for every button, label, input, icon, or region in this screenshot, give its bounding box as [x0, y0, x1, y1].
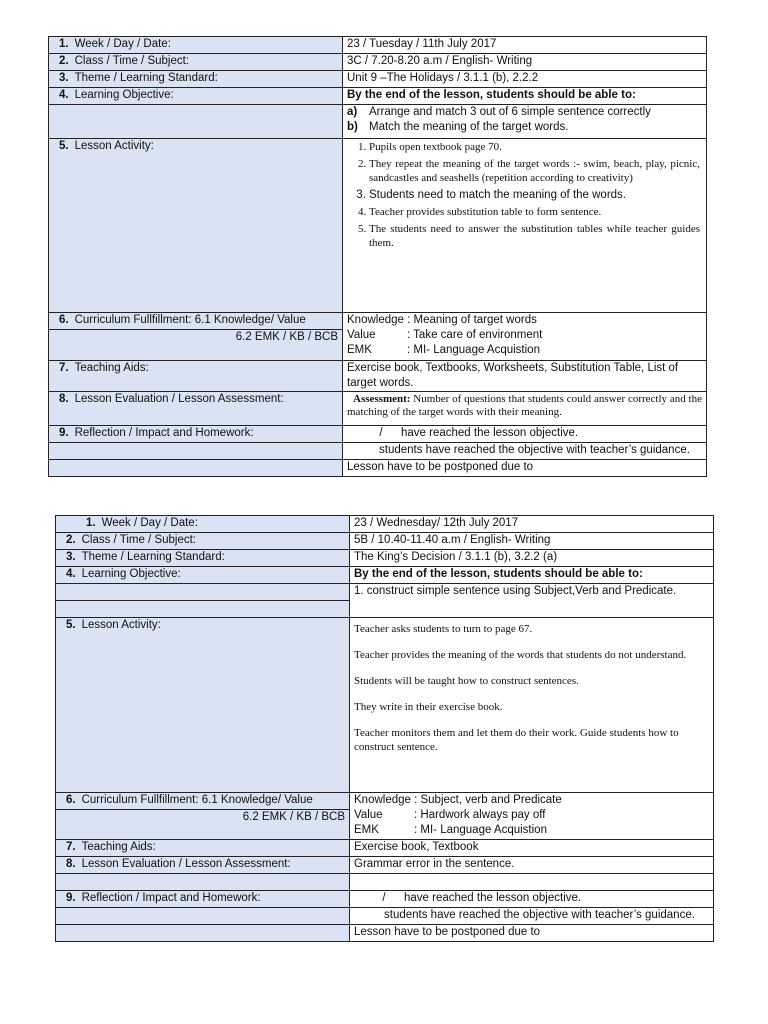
row-number: 2. [59, 55, 69, 67]
row-objective-items [49, 105, 707, 139]
label-cell-empty [49, 105, 343, 139]
row-reflection [56, 891, 714, 908]
row-number: 6. [66, 794, 76, 806]
row-label: Reflection / Impact and Homework: [74, 427, 254, 439]
row-evaluation [56, 857, 714, 874]
week-day-date-value: 23 / Tuesday / 11th July 2017 [343, 37, 707, 54]
activity-step: 3. Students need to match the meaning of the words. [369, 188, 702, 202]
row-label: Lesson Activity: [81, 619, 161, 631]
row-aids [56, 840, 714, 857]
row-label: Reflection / Impact and Homework: [81, 892, 261, 904]
assessment-text: Number of questions that students could answer correctly and the matching of the target words with their meaning. [347, 393, 702, 418]
label-cell-empty [56, 908, 350, 925]
row-number: 5. [66, 619, 76, 631]
row-curriculum [56, 793, 714, 810]
reflection-line-2: students have reached the objective with teacher’s guidance. [350, 908, 714, 925]
objective-text: Arrange and match 3 out of 6 simple sentence correctly [369, 106, 651, 118]
row-activity [56, 618, 714, 793]
row-objective [56, 567, 714, 584]
teaching-aids-value: Exercise book, Textbook [350, 840, 714, 857]
value-text: : Hardwork always pay off [414, 809, 546, 821]
row-evaluation-2 [56, 874, 714, 891]
row-label: Class / Time / Subject: [74, 55, 189, 67]
label-cell-empty [49, 443, 343, 460]
row-label: Theme / Learning Standard: [74, 72, 218, 84]
row-reflection-3 [49, 460, 707, 477]
objective-heading: By the end of the lesson, students should be able to: [343, 88, 707, 105]
row-number: 4. [59, 89, 69, 101]
row-objective [49, 88, 707, 105]
activity-step: 5. The students need to answer the substitution tables while teacher guides them. [369, 222, 702, 250]
row-class [49, 54, 707, 71]
row-week [49, 37, 707, 54]
reflection-slash: / [382, 892, 386, 904]
curriculum-values [350, 793, 714, 840]
label-cell-empty [49, 460, 343, 477]
row-reflection-3 [56, 925, 714, 942]
label-cell [49, 426, 343, 443]
class-time-subject-value: 3C / 7.20-8.20 a.m / English- Writing [343, 54, 707, 71]
objective-item [347, 105, 702, 120]
reflection-line-3: Lesson have to be postponed due to [350, 925, 714, 942]
activity-paragraph: They write in their exercise book. [354, 701, 503, 713]
label-cell-empty [56, 584, 350, 601]
row-number: 5. [59, 140, 69, 152]
knowledge-line: Knowledge : Subject, verb and Predicate [354, 794, 562, 806]
row-label: Week / Day / Date: [74, 38, 171, 50]
row-number: 9. [59, 427, 69, 439]
row-label: Class / Time / Subject: [81, 534, 196, 546]
week-day-date-value: 23 / Wednesday/ 12th July 2017 [350, 516, 714, 533]
row-class [56, 533, 714, 550]
theme-value: The King’s Decision / 3.1.1 (b), 3.2.2 (a) [350, 550, 714, 567]
row-label: Lesson Evaluation / Lesson Assessment: [74, 393, 284, 405]
row-label: Curriculum Fullfillment: 6.1 Knowledge/ Value [81, 794, 313, 806]
lesson-plan-1 [48, 36, 707, 477]
label-cell [49, 88, 343, 105]
emk-key: EMK [354, 824, 379, 836]
evaluation-empty [350, 874, 714, 891]
emk-text: : MI- Language Acquistion [407, 344, 540, 356]
row-number: 2. [66, 534, 76, 546]
row-number: 9. [66, 892, 76, 904]
row-label: Learning Objective: [81, 568, 181, 580]
row-label: Teaching Aids: [81, 841, 156, 853]
label-cell [56, 857, 350, 874]
value-key: Value [354, 809, 383, 821]
row-label: Week / Day / Date: [101, 517, 198, 529]
emk-key: EMK [347, 344, 372, 356]
row-number: 8. [59, 393, 69, 405]
row-number: 7. [66, 841, 76, 853]
reflection-line-2: students have reached the objective with teacher’s guidance. [343, 443, 707, 460]
row-theme [49, 71, 707, 88]
row-curriculum [49, 313, 707, 330]
row-number: 1. [86, 517, 96, 529]
label-cell [49, 139, 343, 313]
activity-step: 2. They repeat the meaning of the target words :- swim, beach, play, picnic, sandcastles and seashells (repetition according to creativity) [369, 157, 702, 185]
row-label: Lesson Evaluation / Lesson Assessment: [81, 858, 291, 870]
emk-line [354, 823, 709, 838]
objective-list [343, 105, 707, 139]
row-label: Teaching Aids: [74, 362, 149, 374]
reflection-line-1 [343, 426, 707, 443]
label-cell [49, 361, 343, 392]
curriculum-values [343, 313, 707, 361]
label-cell [56, 793, 350, 810]
activity-step: 1. Pupils open textbook page 70. [369, 140, 702, 154]
row-number: 7. [59, 362, 69, 374]
curriculum-label-2: 6.2 EMK / KB / BCB [56, 810, 350, 840]
teaching-aids-value: Exercise book, Textbooks, Worksheets, Substitution Table, List of target words. [343, 361, 707, 392]
row-theme [56, 550, 714, 567]
row-number: 3. [66, 551, 76, 563]
value-line [354, 808, 709, 823]
label-cell [49, 392, 343, 426]
emk-line [347, 343, 702, 358]
label-cell [56, 840, 350, 857]
row-reflection [49, 426, 707, 443]
objective-heading: By the end of the lesson, students should be able to: [350, 567, 714, 584]
label-cell-empty [56, 601, 350, 618]
row-number: 6. [59, 314, 69, 326]
label-cell [56, 891, 350, 908]
objective-item: 1. construct simple sentence using Subject,Verb and Predicate. [350, 584, 714, 618]
row-label: Theme / Learning Standard: [81, 551, 225, 563]
activity-steps [347, 140, 702, 250]
row-label: Learning Objective: [74, 89, 174, 101]
row-evaluation [49, 392, 707, 426]
label-cell [49, 313, 343, 330]
class-time-subject-value: 5B / 10.40-11.40 a.m / English- Writing [350, 533, 714, 550]
label-cell [49, 54, 343, 71]
row-number: 4. [66, 568, 76, 580]
label-cell [49, 71, 343, 88]
row-label: Curriculum Fullfillment: 6.1 Knowledge/ Value [74, 314, 306, 326]
emk-text: : MI- Language Acquistion [414, 824, 547, 836]
value-line [347, 328, 702, 343]
knowledge-line: Knowledge : Meaning of target words [347, 314, 537, 326]
label-cell [56, 516, 350, 533]
objective-item [347, 120, 702, 135]
label-cell-empty [56, 874, 350, 891]
label-cell [56, 533, 350, 550]
reflection-text-1: have reached the lesson objective. [401, 427, 579, 439]
label-cell [56, 618, 350, 793]
label-cell [56, 567, 350, 584]
label-cell-empty [56, 925, 350, 942]
label-cell [56, 550, 350, 567]
objective-letter: b) [347, 121, 358, 133]
activity-cell [343, 139, 707, 313]
label-cell [49, 37, 343, 54]
row-activity [49, 139, 707, 313]
activity-step: 4. Teacher provides substitution table to form sentence. [369, 205, 702, 219]
row-reflection-2 [56, 908, 714, 925]
row-reflection-2 [49, 443, 707, 460]
value-text: : Take care of environment [407, 329, 543, 341]
reflection-text-1: have reached the lesson objective. [404, 892, 582, 904]
activity-cell [350, 618, 714, 793]
objective-letter: a) [347, 106, 358, 118]
lesson-plan-2 [55, 515, 714, 942]
objective-text: Match the meaning of the target words. [369, 121, 569, 133]
row-number: 3. [59, 72, 69, 84]
reflection-line-1 [350, 891, 714, 908]
row-objective-items [56, 584, 714, 601]
assessment-prefix: Assessment: [353, 393, 411, 405]
evaluation-value: Grammar error in the sentence. [350, 857, 714, 874]
curriculum-label-2: 6.2 EMK / KB / BCB [49, 330, 343, 361]
row-number: 8. [66, 858, 76, 870]
activity-paragraph: Teacher asks students to turn to page 67. [354, 623, 533, 635]
row-number: 1. [59, 38, 69, 50]
reflection-line-3: Lesson have to be postponed due to [343, 460, 707, 477]
reflection-slash: / [379, 427, 383, 439]
activity-paragraph: Teacher monitors them and let them do their work. Guide students how to construct sentence. [354, 727, 679, 753]
row-aids [49, 361, 707, 392]
evaluation-value [343, 392, 707, 426]
activity-paragraph: Teacher provides the meaning of the words that students do not understand. [354, 649, 687, 661]
row-label: Lesson Activity: [74, 140, 154, 152]
value-key: Value [347, 329, 376, 341]
activity-paragraph: Students will be taught how to construct sentences. [354, 675, 579, 687]
row-week [56, 516, 714, 533]
theme-value: Unit 9 –The Holidays / 3.1.1 (b), 2.2.2 [343, 71, 707, 88]
